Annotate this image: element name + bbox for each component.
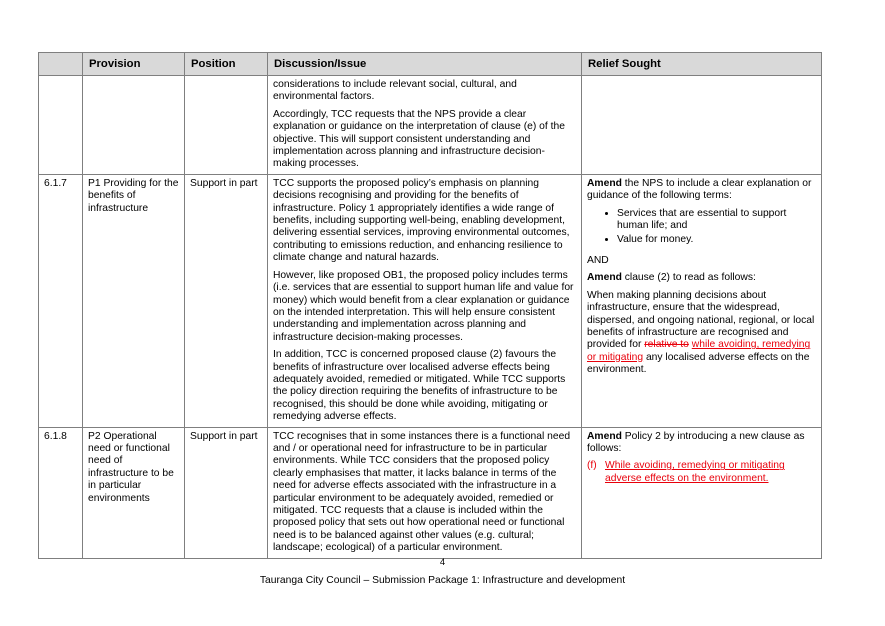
new-clause [587,460,816,485]
discussion-paragraph: TCC supports the proposed policy’s emphasis on planning decisions recognising and providing for the benefits of infrastructure. Policy 1 appropriately identifies a wide range of benefits, including supporting well-being, enabling development, delivering essential services, improving environmental outcomes, contributing to emissions reduction, and enhancing resilience to climate change and natural hazards. [273,177,570,264]
amend-keyword: Amend [587,177,622,189]
relief-text: Policy 2 by introducing a new clause as follows: [587,430,805,454]
discussion-paragraph: However, like proposed OB1, the proposed policy includes terms (i.e. services that are essential to support human life and value for money) which would benefit from a clear explanation or guidance on the intended interpretation. This will help ensure consistent understanding and implementation across planning and infrastructure decision-making processes. [273,269,574,343]
table-row [39,427,822,558]
list-item: • Services that are essential to support human life; and [617,208,816,233]
relief-text: any localised adverse effects on the environment. [587,351,810,376]
relief-paragraph [587,272,816,284]
discussion-paragraph: Accordingly, TCC requests that the NPS provide a clear explanation or guidance on the interpretation of clause (e) of the objective. This will support consistent understanding and implementation across planning and infrastructure decision-making processes. [273,108,565,170]
relief-cell [582,427,822,558]
discussion-paragraph: TCC recognises that in some instances there is a functional need and / or operational need for infrastructure to be in particular environments. While TCC considers that the proposed policy clearly emphasises that matter, it lacks balance in terms of the need for adverse effects associated with the infrastructure in a particular environment to be adequately avoided, remedied or mitigated. TCC requests that a clause is included within the proposed policy that sets out how operational need or functional need is to be balanced against other values (e.g. cultural; landscape; ecological) of a particular environment. [273,430,571,554]
deleted-text: relative to [644,339,689,351]
relief-paragraph [587,431,816,456]
header-relief: Relief Sought [582,53,822,76]
page-number: 4 [439,557,446,568]
ref-cell: 6.1.8 [39,427,83,558]
provision-cell [83,76,185,175]
relief-text: clause (2) to read as follows: [621,272,756,284]
submission-table [38,52,822,559]
ref-cell: 6.1.7 [39,174,83,427]
table-header-row [39,53,822,76]
amend-keyword: Amend [587,430,622,442]
relief-amended-clause [587,290,816,377]
clause-number: (f) [587,460,597,472]
header-discussion: Discussion/Issue [268,53,582,76]
provision-cell: P2 Operational need or functional need of infrastructure to be in particular environments [83,427,185,558]
clause-text: While avoiding, remedying or mitigating adverse effects on the environment. [605,460,785,484]
relief-bullet-list [587,208,816,247]
header-provision: Provision [83,53,185,76]
header-ref [39,53,83,76]
relief-text: When making planning decisions about infrastructure, ensure that the widespread, dispersed, and ongoing national, regional, or local benefits of infrastructure are recognised and provided for [587,289,815,351]
discussion-cell [268,174,582,427]
position-cell: Support in part [185,174,268,427]
relief-cell [582,76,822,175]
position-cell [185,76,268,175]
table-row [39,174,822,427]
ref-cell [39,76,83,175]
table-row [39,76,822,175]
position-cell: Support in part [185,427,268,558]
discussion-paragraph: considerations to include relevant social, cultural, and environmental factors. [273,79,517,103]
header-position: Position [185,53,268,76]
provision-cell: P1 Providing for the benefits of infrastructure [83,174,185,427]
discussion-cell [268,427,582,558]
amend-keyword: Amend [587,272,622,284]
relief-cell [582,174,822,427]
discussion-paragraph: In addition, TCC is concerned proposed clause (2) favours the benefits of infrastructure over localised adverse effects being adequately avoided, remedied or mitigated. While TCC supports the policy direction requiring the benefits of infrastructure to be recognised, this should be done while avoiding, mitigating or remedying adverse effects. [273,349,566,423]
relief-paragraph [587,178,816,203]
and-text: AND [587,254,609,266]
footer-title: Tauranga City Council – Submission Package 1: Infrastructure and development [259,575,626,586]
list-item: • Value for money. [617,234,816,246]
discussion-cell [268,76,582,175]
inserted-text: while avoiding, remedying or mitigating [587,339,811,363]
relief-text: the NPS to include a clear explanation or guidance of the following terms: [587,177,812,202]
